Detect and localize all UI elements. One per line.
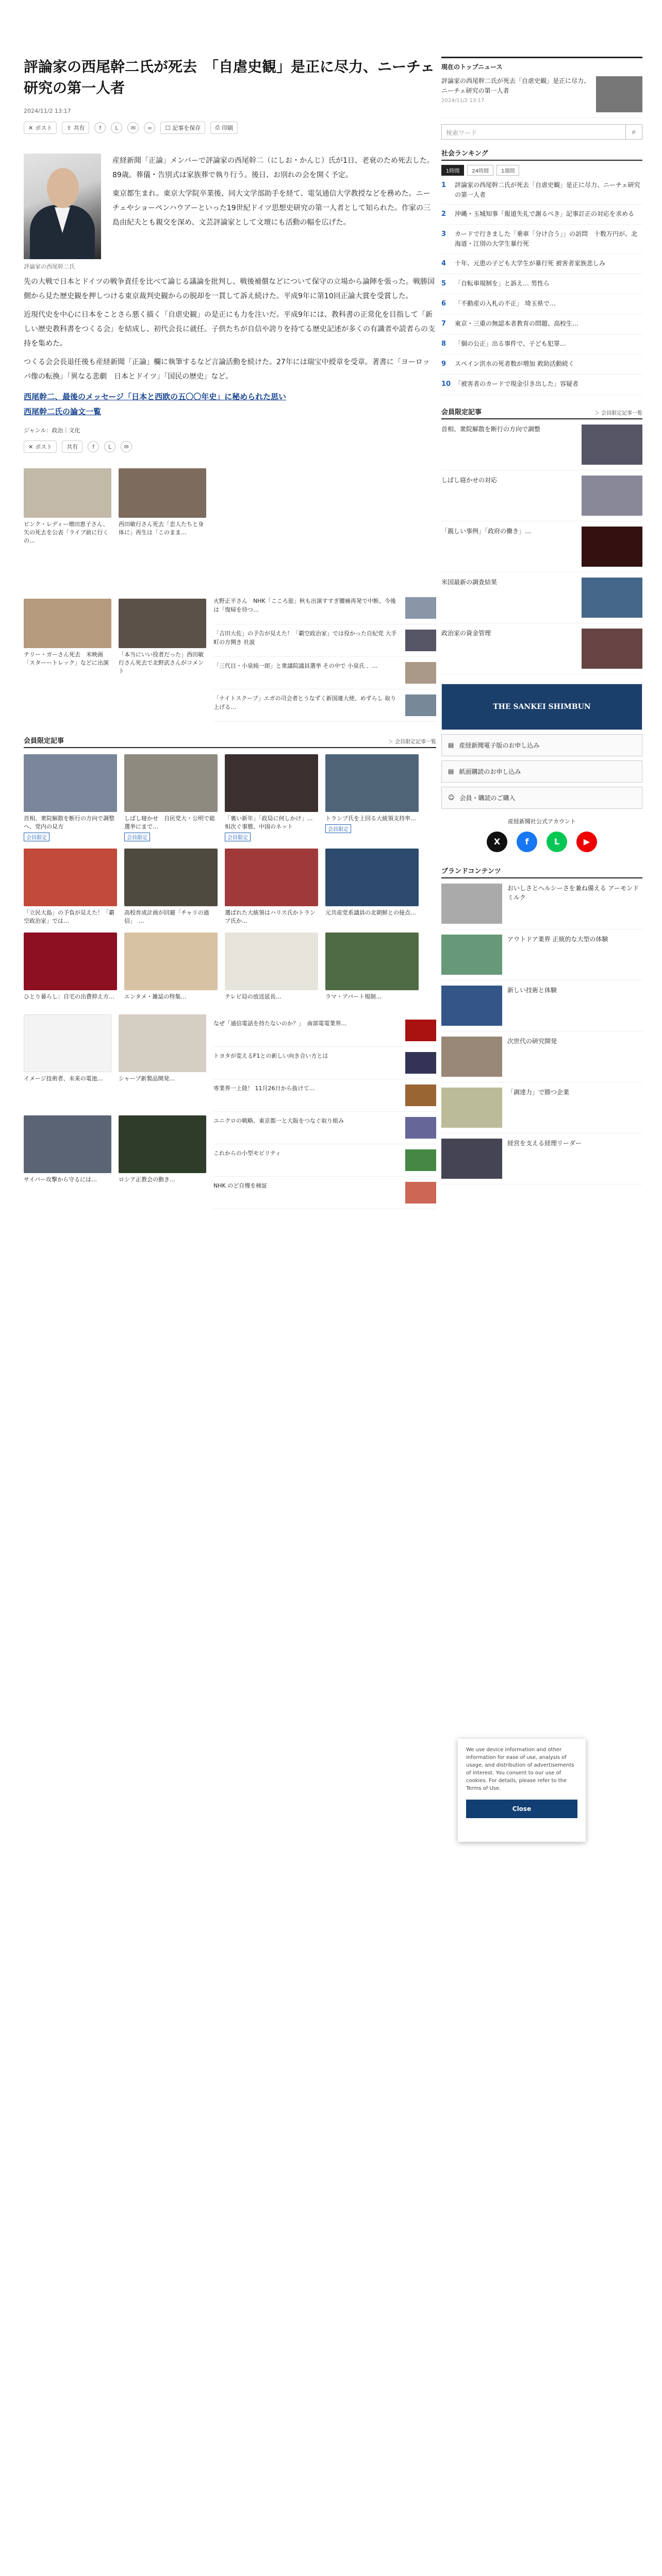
list-item[interactable]: ユニクロの戦略、東京都一と大阪をつなぐ取り組み — [213, 1112, 436, 1144]
list-item[interactable]: これからの小型モビリティ — [213, 1144, 436, 1177]
member-card[interactable]: トランプ氏を上回る大統領支持率… 会員限定 — [325, 754, 419, 841]
ranking — [441, 148, 642, 395]
link-icon[interactable]: ∞ — [144, 122, 155, 133]
thumb — [582, 425, 642, 465]
save-button[interactable]: ☐ 記事を保存 — [160, 122, 205, 134]
cookie-close-button[interactable]: Close — [466, 1800, 577, 1818]
thumb — [405, 1149, 436, 1171]
member-card[interactable]: 高校育成計画が回避「チャリの過信」 … — [124, 849, 218, 925]
line-icon[interactable]: L — [547, 832, 567, 852]
line-icon[interactable]: L — [104, 441, 115, 452]
mail-icon[interactable]: ✉ — [127, 122, 139, 133]
card-image — [124, 754, 218, 812]
thumb — [596, 76, 642, 112]
paper-subscribe-button[interactable]: ▤ 紙面購読のお申し込み — [441, 760, 642, 783]
sankei-banner[interactable]: THE SANKEI SHIMBUN — [441, 684, 642, 730]
share-bar — [24, 122, 436, 134]
list-item[interactable]: なぜ「通信電話を持たないのか？」 南部電電業界… — [213, 1014, 436, 1047]
list-item[interactable]: 「吉田大佐」の予告が見えた！「覇空政治家」では役かった自紀党 大手町の方開き 社説 — [213, 624, 436, 657]
card-image — [225, 933, 318, 990]
thumb — [582, 476, 642, 516]
card-image — [225, 849, 318, 906]
brand-item[interactable]: 「調達力」で勝つ企業 — [441, 1082, 642, 1133]
print-button[interactable]: ⎙ 印刷 — [210, 122, 238, 134]
youtube-icon[interactable]: ▶ — [576, 832, 597, 852]
cookie-dialog — [458, 1739, 586, 1842]
newspaper-icon: ▤ — [448, 768, 454, 775]
article-paragraph: 東京都生まれ。東京大学院卒業後、同大文学部助手を経て、電気通信大学教授などを務めた。ニーチェやショーペンハウアーといった19世紀ドイツ思想史研究の第一人者として知られた。作家の三島由紀夫とも親交を深め、文芸評論家として文壇にも活動の幅を広げた。 — [112, 190, 431, 227]
list-item[interactable]: 「ナイトスクープ」エガの司会者とうなずく新国連大使、めずらし 取り上げる… — [213, 689, 436, 722]
list-item[interactable]: 火野正平さん NHK「こころ旅」秋も出演すすぎ腰痛再発で中断、今後は「復帰を待つ… — [213, 592, 436, 624]
ranking-item[interactable]: 6 「不動産の入札の不正」 埼玉県で… — [441, 294, 642, 314]
member-card[interactable]: 首相、衆院解散を断行の方向で調整へ、党内の見方 会員限定 — [24, 754, 117, 841]
recommend-grid — [24, 468, 206, 722]
card-image — [119, 599, 206, 648]
brand-item[interactable]: 次世代の研究開発 — [441, 1031, 642, 1082]
tab-1h[interactable]: 1時間 — [441, 165, 464, 176]
member-card[interactable]: テレビ局の放送延長… — [225, 933, 318, 1001]
print-icon: ⎙ — [215, 124, 220, 131]
main-column — [24, 57, 436, 1209]
mail-icon[interactable]: ✉ — [121, 441, 132, 452]
ranking-item[interactable]: 8 「個の公正」出る事件で、子ども犯罪… — [441, 334, 642, 354]
side-member-item[interactable]: 政治家の資金管理 — [441, 623, 642, 674]
article-tags: ジャンル：政治｜文化 — [24, 427, 80, 434]
list-item[interactable]: 専業界一上陸！ 11月26日から抜けて… — [213, 1079, 436, 1112]
side-member-item[interactable]: しばし寝かせの対応 — [441, 470, 642, 521]
related-link[interactable]: 西尾幹二、最後のメッセージ「日本と西欧の五〇〇年史」に秘められた思い — [24, 392, 287, 402]
card-title: 「本当にいい役者だった」西田敏行さん死去で北野武さんがコメント — [119, 651, 204, 675]
brand-item[interactable]: アウトドア業界 正統的な大型の体験 — [441, 929, 642, 980]
section-header: 会員限定記事 ＞ 会員限定記事一覧 — [441, 406, 642, 419]
thumb — [405, 630, 436, 651]
article-lead-block — [112, 154, 436, 270]
card-image — [24, 849, 117, 906]
ranking-item[interactable]: 5 「自転車規制を」と訴え… 男性ら — [441, 274, 642, 294]
facebook-icon[interactable]: f — [88, 441, 99, 452]
members-badge: 会員限定 — [325, 824, 351, 833]
card-image — [325, 754, 419, 812]
recommend-card[interactable] — [24, 599, 111, 722]
ranking-item[interactable]: 10 「被害者のカードで現金引き出した」容疑者 — [441, 375, 642, 395]
ranking-item[interactable]: 3 カードで行きました「乗車「分け合う」」の訪問 十数万円が、北海道・江別の大学生暴行死 — [441, 225, 642, 253]
ranking-item[interactable]: 2 沖縄・玉城知事「報道失礼で謝るべき」記事訂正の対応を求める — [441, 205, 642, 225]
member-card[interactable]: 「立民大島」の予負が見えた！「覇空政治家」では… — [24, 849, 117, 925]
cookie-text: We use device information and other information for ease of use, analysis of usage, and distribution of advertisements of interest. You consent to our use of cookies. For details, please refer to the Terms of Use. — [466, 1747, 574, 1791]
thumb — [405, 1052, 436, 1074]
search-input[interactable]: 検索ワード — [446, 129, 477, 137]
thumb — [441, 884, 502, 924]
card-image — [24, 754, 117, 812]
members-grid — [24, 754, 436, 1001]
section-header: 会員限定記事 ＞ 会員限定記事一覧 — [24, 735, 436, 748]
social-label: 産経新聞社公式アカウント — [508, 818, 576, 825]
section-header: 社会ランキング — [441, 148, 642, 161]
member-button[interactable]: ☺ 会員・購読のご購入 — [441, 787, 642, 809]
thumb — [405, 1182, 436, 1204]
member-card[interactable]: ひとり暮らし：自宅の出費抑え方… — [24, 933, 117, 1001]
article-lead: 産経新聞「正論」メンバーで評論家の西尾幹二（にしお・かんじ）氏が1日、老衰のため死去した。89歳。葬儀・告別式は家族葬で執り行う。後日、お別れの会を開く予定。 — [112, 157, 434, 180]
member-card[interactable]: しばし寝かせ 自民党大・公明で総選挙にまで… 会員限定 — [124, 754, 218, 841]
member-card[interactable]: 選ばれた大統領はハリス氏かトランプ氏か… — [225, 849, 318, 925]
brand-content — [441, 866, 642, 1184]
card-image — [24, 468, 111, 518]
member-card[interactable]: エンタメ・雑誌の特集… — [124, 933, 218, 1001]
lower-grid — [24, 1014, 206, 1209]
more-link[interactable]: ＞ 会員限定記事一覧 — [594, 410, 642, 416]
photo-caption: 評論家の西尾幹二氏 — [24, 263, 75, 270]
card-image — [24, 1014, 111, 1072]
members-badge: 会員限定 — [225, 833, 251, 841]
top-news-item[interactable]: 評論家の西尾幹二氏が死去「自虐史観」是正に尽力、ニーチェ研究の第一人者 2024/11/2 13:17 — [441, 71, 642, 118]
card-image — [24, 599, 111, 648]
list-item[interactable]: NHK のど自慢を検証 — [213, 1177, 436, 1209]
card-image — [124, 933, 218, 990]
portrait-image — [24, 154, 101, 259]
article-paragraph: つくる会会長退任後も産経新聞「正論」欄に執筆するなど言論活動を続けた。27年には瑞宝中綬章を受章。著書に「ヨーロッパ像の転換」「異なる悲劇 日本とドイツ」「国民の歴史」など。 — [24, 358, 430, 381]
share-bar-bottom — [24, 440, 436, 453]
thumb — [441, 1037, 502, 1077]
article-title: 評論家の西尾幹二氏が死去 「自虐史観」是正に尽力、ニーチェ研究の第一人者 — [24, 58, 435, 96]
x-icon[interactable]: X — [487, 832, 507, 852]
card-image — [225, 754, 318, 812]
member-card[interactable]: 元共産党系議員の北朝鮮との接点… — [325, 849, 419, 925]
recommend-card[interactable] — [119, 599, 206, 722]
thumb — [441, 935, 502, 975]
members-badge: 会員限定 — [24, 833, 49, 841]
social-icons — [441, 832, 642, 852]
facebook-icon[interactable]: f — [517, 832, 537, 852]
ranking-item[interactable]: 1 評論家の西尾幹二氏が死去「自虐史観」是正に尽力、ニーチェ研究の第一人者 — [441, 176, 642, 205]
bookmark-icon: ☐ — [165, 124, 171, 131]
article-paragraph: 近現代史を中心に日本をことさら悪く描く「自虐史観」の是正にも力を注いだ。平成9年には、教科書の正常化を目指して「新しい歴史教科書をつくる会」を結成し、初代会長に就任。子供たちが自信や誇りを持てる歴史記述が多くの有識者や読者らの支持を集めた。 — [24, 311, 435, 348]
thumb — [405, 1117, 436, 1139]
thumb — [405, 597, 436, 619]
article-hero — [24, 154, 436, 270]
card-title: 西田敏行さん死去「恋人たちと身体に」再生は「このまま… — [119, 521, 204, 536]
side-members — [441, 406, 642, 674]
article-meta: 2024/11/2 13:17 — [24, 108, 71, 115]
side-member-item[interactable]: 米国最新の調査結果 — [441, 572, 642, 623]
share-icon: ⇪ — [67, 124, 72, 131]
thumb — [441, 986, 502, 1026]
recommend-card[interactable] — [119, 468, 206, 591]
card-image — [24, 1115, 111, 1173]
article-photo — [24, 154, 101, 270]
tab-1w[interactable]: 1週間 — [496, 165, 519, 176]
side-member-item[interactable]: 「親しい事例」「政府の働き」… — [441, 521, 642, 572]
subscribe-button[interactable]: ▤ 産経新聞電子版のお申し込み — [441, 734, 642, 756]
member-card[interactable]: シャープ新製品開発… — [119, 1014, 206, 1108]
list-item[interactable]: トヨタが変えるF1との新しい向き合い方とは — [213, 1047, 436, 1079]
brand-item[interactable]: 新しい技術と体験 — [441, 980, 642, 1031]
sidebar — [441, 57, 642, 1184]
card-image — [24, 933, 117, 990]
related-links — [24, 391, 436, 417]
ranking-item[interactable]: 9 スペイン洪水の死者数が増加 救助活動続く — [441, 354, 642, 375]
post-button[interactable]: ✕ ポスト — [24, 440, 57, 453]
ranking-item[interactable]: 4 十年、元患の子ども大学生が暴行死 被害者家族悲しみ — [441, 254, 642, 274]
member-card[interactable]: イメージ技術者、未来の電池… — [24, 1014, 111, 1108]
card-title: ビンク・レディー増田恵子さん、矢の死去を公表「ライブ前に行くの… — [24, 521, 109, 545]
card-image — [325, 849, 419, 906]
more-link[interactable]: ＞ 会員限定記事一覧 — [388, 739, 436, 745]
right-list — [213, 1014, 436, 1209]
share-button[interactable]: ⇪ 共有 — [62, 122, 89, 134]
members-badge: 会員限定 — [124, 833, 150, 841]
ranking-list — [441, 176, 642, 395]
thumb — [405, 1084, 436, 1106]
member-card[interactable]: 「裏い新年」「政局に何しかけ」…相次ぐ事態、中国のネット 会員限定 — [225, 754, 318, 841]
card-image — [124, 849, 218, 906]
thumb — [405, 662, 436, 684]
members-section — [24, 735, 436, 1001]
thumb — [441, 1139, 502, 1179]
x-icon: ✕ — [28, 124, 34, 131]
brand-item[interactable]: 経営を支える経理リーダー — [441, 1133, 642, 1184]
member-card[interactable]: サイバー攻撃から守るには… — [24, 1115, 111, 1209]
search-box[interactable] — [441, 124, 642, 140]
newspaper-icon: ▤ — [448, 741, 454, 749]
top-news — [441, 57, 642, 118]
section-header: 現在のトップニュース — [441, 63, 503, 71]
ranking-item[interactable]: 7 東京・三重の無認本者教育の問題、高校生… — [441, 314, 642, 334]
share-button[interactable]: 共有 — [62, 440, 82, 453]
card-image — [119, 1115, 206, 1173]
thumb — [582, 629, 642, 669]
brand-item[interactable]: おいしさとヘルシーさを兼ね備える アーモンドミルク — [441, 878, 642, 929]
card-image — [119, 1014, 206, 1072]
card-image — [119, 468, 206, 518]
x-icon: ✕ — [28, 443, 34, 450]
search-icon[interactable]: ⌕ — [625, 125, 642, 139]
card-image — [325, 933, 419, 990]
post-button[interactable]: ✕ ポスト — [24, 122, 57, 134]
recommend-list — [213, 468, 436, 722]
section-header: ブランドコンテンツ — [441, 866, 642, 878]
side-member-item[interactable]: 首相、衆院解散を断行の方向で調整 — [441, 419, 642, 470]
member-card[interactable]: ラマ・アパート規制… — [325, 933, 419, 1001]
thumb — [405, 1020, 436, 1041]
thumb — [441, 1088, 502, 1128]
thumb — [405, 694, 436, 716]
tab-24h[interactable]: 24時間 — [467, 165, 493, 176]
card-title: テリー・ガーさん死去 米映画「スターートレック」などに出演 — [24, 651, 109, 667]
recommend-block — [24, 468, 436, 722]
facebook-icon[interactable]: f — [94, 122, 106, 133]
line-icon[interactable]: L — [111, 122, 122, 133]
member-card[interactable]: ロシア正教会の動き… — [119, 1115, 206, 1209]
ranking-tabs — [441, 165, 642, 176]
related-link[interactable]: 西尾幹二氏の論文一覧 — [24, 407, 102, 417]
list-item[interactable]: 「三代目・小泉純一郎」と衆議院議員選挙 その中で 小泉氏 ．… — [213, 657, 436, 689]
user-icon: ☺ — [448, 794, 455, 801]
lower-section — [24, 1014, 436, 1209]
article-paragraph: 先の大戦で日本とドイツの戦争責任を比べて論じる議論を批判し、戦後補償などについて保守の立場から論陣を張った。戦勝国側から見た歴史観を押しつける東京裁判史観からの脱却を一貫して訴え続けた。平成9年に第10回正論大賞を受賞した。 — [24, 278, 435, 301]
recommend-card[interactable] — [24, 468, 111, 591]
thumb — [582, 527, 642, 567]
thumb — [582, 578, 642, 618]
